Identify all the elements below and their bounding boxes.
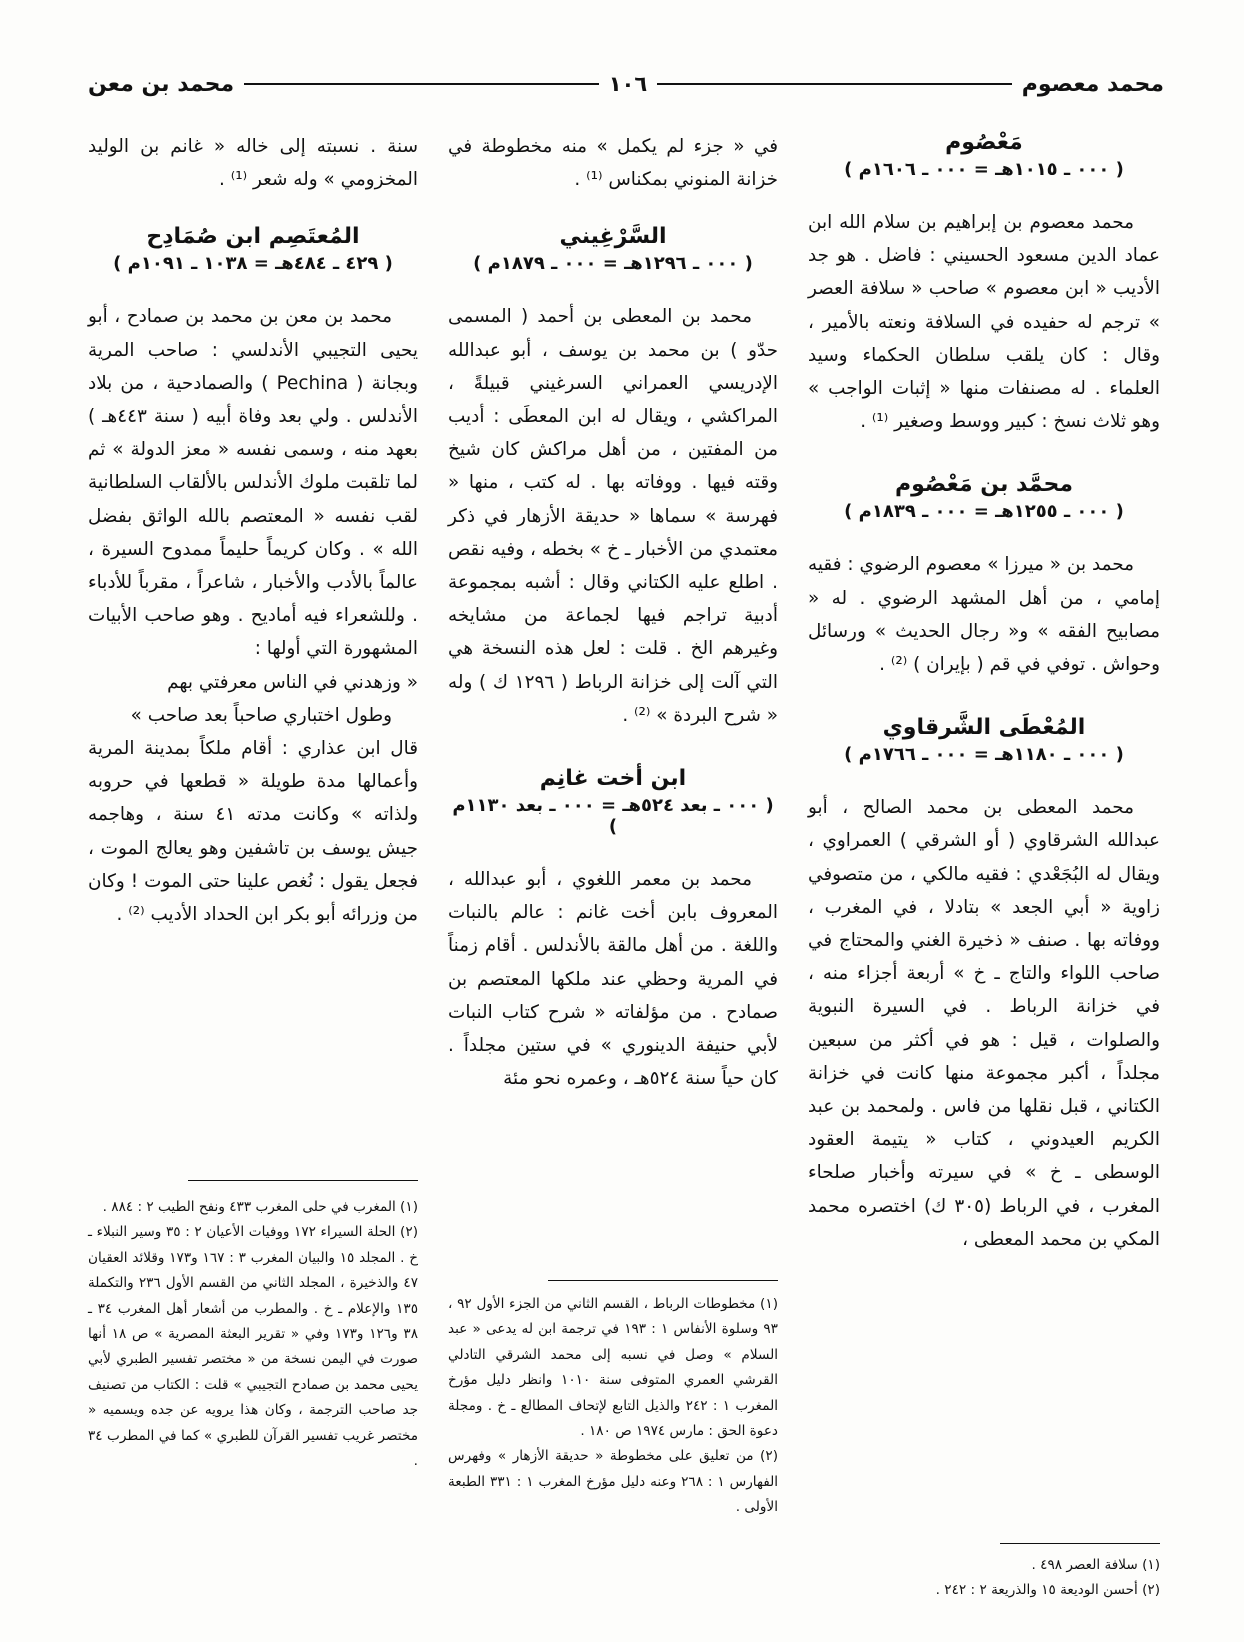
footnotes-middle xyxy=(448,1292,778,1521)
entry-body xyxy=(808,206,1160,438)
entry-paragraph: محمد المعطى بن محمد الصالح ، أبو عبدالله الشرقاوي ( أو الشرقي ) العمراوي ، ويقال له البُجَعْدي : فقيه مالكي ، من متصوفي زاوية « أبي الجعد » بتادلا ، في المغرب ، ووفاته بها . صنف « ذخيرة الغني والمحتاج في صاحب اللواء والتاج ـ خ » أربعة أجزاء منه ، في خزانة الرباط . في السيرة النبوية والصلوات ، قيل : هو في أكثر من سبعين مجلداً ، أكبر مجموعة منها كانت في خزانة الكتاني ، قبل نقلها من فاس . ولمحمد بن عبد الكريم العيدوني ، كتاب « يتيمة العقود الوسطى ـ خ » في سيرته وأخبار صلحاء المغرب ، في الرباط (٣٠٥ ك) اختصره محمد المكي بن محمد المعطى ، xyxy=(808,797,1160,1250)
entry-dates: ( ٠٠٠ ـ ١٢٥٥هـ = ٠٠٠ ـ ١٨٣٩م ) xyxy=(844,501,1124,523)
entry-dates: ( ٠٠٠ ـ ١٠١٥هـ = ٠٠٠ ـ ١٦٠٦م ) xyxy=(844,159,1124,180)
entry-paragraph: قال ابن عذاري : أقام ملكاً بمدينة المرية وأعمالها مدة طويلة « قطعها في حروبه ولذاته » وكانت مدته ٤١ سنة ، وهاجمه جيش يوسف بن تاشفين وهو يعالج الموت ، فجعل يقول : نُغص علينا حتى الموت ! وكان من وزرائه أبو بكر ابن الحداد الأديب ⁽²⁾ . xyxy=(88,738,419,926)
header-right-name: محمد معصوم xyxy=(1021,71,1164,97)
footnote: (٢) الحلة السيراء ١٧٢ ووفيات الأعيان ٢ : ٣٥ وسير النبلاء ـ خ . المجلد ١٥ والبيان المغرب ٣ : ١٦٧ و١٧٣ وقلائد العقيان ٤٧ والذخيرة ، المجلد الثاني من القسم الأول ٢٣٦ والتكملة ١٣٥ والإعلام ـ خ . والمطرب من أشعار أهل المغرب ٣٤ ـ ٣٨ و١٢٦ و١٧٣ وفي « تقرير البعثة المصرية » ص ١٨ أنها صورت في اليمن نسخة من « مختصر تفسير الطبري لأبي يحيى محمد بن صمادح التجيبي » قلت : الكتاب من تصنيف جد صاحب الترجمة ، وكان هذا يرويه عن جده ويسميه « مختصر غريب تفسير القرآن للطبري » كما في المطرب ٣٤ . xyxy=(88,1224,418,1470)
footnote: (١) سلافة العصر ٤٩٨ . xyxy=(1031,1557,1160,1573)
entry-dates: ( ٠٠٠ ـ بعد ٥٢٤هـ = ٠٠٠ ـ بعد ١١٣٠م ) xyxy=(452,795,774,838)
entry-title: المُعتَصِم ابن صُمَادِح xyxy=(146,224,360,250)
verse-line-2: وطول اختباري صاحباً بعد صاحب » xyxy=(130,704,392,726)
entry-dates: ( ٠٠٠ ـ ١٢٩٦هـ = ٠٠٠ ـ ١٨٧٩م ) xyxy=(473,253,753,275)
entry-title: المُعْطَى الشَّرقاوي xyxy=(882,715,1086,741)
entry-title: ابن أخت غانِم xyxy=(539,766,687,792)
entry-paragraph: محمد معصوم بن إبراهيم بن سلام الله ابن عماد الدين مسعود الحسيني : فاضل . هو جد الأديب « ابن معصوم » صاحب « سلافة العصر » ترجم له حفيده في السلافة ونعته بالأمير ، وقال : كان يلقب سلطان الحكماء وسيد العلماء . له مصنفات منها « إثبات الواجب » وهو ثلاث نسخ : كبير ووسط وصغير ⁽¹⁾ . xyxy=(808,212,1160,433)
entry-body xyxy=(448,300,778,732)
running-header xyxy=(88,62,1164,106)
verse-line-1: « وزهدني في الناس معرفتي بهم xyxy=(167,671,418,693)
entry-body xyxy=(448,863,778,1095)
footnote: (٢) أحسن الوديعة ١٥ والذريعة ٢ : ٢٤٢ . xyxy=(935,1582,1160,1599)
footnote-rule xyxy=(548,1280,778,1281)
column-left xyxy=(88,130,418,931)
entry-continuation: في « جزء لم يكمل » منه مخطوطة في خزانة المنوني بمكناس ⁽¹⁾ . xyxy=(448,136,778,191)
entry-paragraph: محمد بن معمر اللغوي ، أبو عبدالله ، المعروف بابن أخت غانم : عالم بالنبات واللغة . من أهل مالقة بالأندلس . أقام زمناً في المرية وحظي عند ملكها المعتصم بن صمادح . من مؤلفاته « شرح كتاب النبات لأبي حنيفة الدينوري » في ستين مجلداً . كان حياً سنة ٥٢٤هـ ، وعمره نحو مئة xyxy=(448,869,778,1090)
column-middle xyxy=(448,130,778,1095)
header-rule-right xyxy=(657,83,1012,85)
footnote: (١) المغرب في حلى المغرب ٤٣٣ ونفح الطيب ٢ : ٨٨٤ . xyxy=(102,1199,418,1215)
entry-paragraph: محمد بن معن بن محمد بن صمادح ، أبو يحيى التجيبي الأندلسي : صاحب المرية وبجانة ( Pechina ) والصمادحية ، من بلاد الأندلس . ولي بعد وفاة أبيه ( سنة ٤٤٣هـ ) بعهد منه ، وسمى نفسه « معز الدولة » ثم لما تلقبت ملوك الأندلس بالألقاب السلطانية لقب نفسه « المعتصم بالله الواثق بفضل الله » . وكان كريماً حليماً ممدوح السيرة ، عالماً بالأدب والأخبار ، شاعراً ، مقرباً للأدباء . وللشعراء فيه أماديح . وهو صاحب الأبيات المشهورة التي أولها : xyxy=(88,306,419,660)
entry-dates: ( ٠٠٠ ـ ١١٨٠هـ = ٠٠٠ ـ ١٧٦٦م ) xyxy=(844,744,1124,766)
entry-title: السَّرْغِيني xyxy=(559,224,667,250)
footnotes-left xyxy=(88,1195,418,1474)
entry-paragraph: محمد بن « ميرزا » معصوم الرضوي : فقيه إمامي ، من أهل المشهد الرضوي . له « مصابيح الفقه » و« رجال الحديث » ورسائل وحواش . توفي في قم ( بإيران ) ⁽²⁾ . xyxy=(808,554,1160,676)
entry-body xyxy=(88,300,418,931)
footnote: (١) مخطوطات الرباط ، القسم الثاني من الجزء الأول ٩٢ ، ٩٣ وسلوة الأنفاس ١ : ١٩٣ في ترجمة ابن له يدعى « عبد السلام » وصل في نسبه إلى محمد الشرقي التادلي القرشي العمري المتوفى سنة ١٠١٠ وانظر دليل مؤرخ المغرب ١ : ٢٤٢ والذيل التابع لإتحاف المطالع ـ خ . ومجلة دعوة الحق : مارس ١٩٧٤ ص ١٨٠ . xyxy=(448,1296,778,1440)
entry-continuation: سنة . نسبته إلى خاله « غانم بن الوليد المخزومي » وله شعر ⁽¹⁾ . xyxy=(88,136,418,191)
footnote-rule xyxy=(1000,1543,1160,1544)
entry-dates: ( ٤٢٩ ـ ٤٨٤هـ = ١٠٣٨ ـ ١٠٩١م ) xyxy=(113,253,393,275)
page-number: ١٠٦ xyxy=(608,72,648,96)
footnote: (٢) من تعليق على مخطوطة « حديقة الأزهار » وفهرس الفهارس ١ : ٢٦٨ وعنه دليل مؤرخ المغرب ١ : ٣٣١ الطبعة الأولى . xyxy=(448,1448,779,1516)
header-rule-left xyxy=(244,83,599,85)
header-left-name: محمد بن معن xyxy=(88,71,235,97)
footnotes-right xyxy=(830,1553,1160,1604)
entry-title: محمَّد بن مَعْصُوم xyxy=(895,472,1073,498)
entry-body xyxy=(808,548,1160,681)
footnote-rule xyxy=(188,1180,418,1181)
column-right xyxy=(808,130,1160,1256)
entry-paragraph: محمد بن المعطى بن أحمد ( المسمى حدّو ) بن محمد بن يوسف ، أبو عبدالله الإدريسي العمراني السرغيني قبيلةً ، المراكشي ، ويقال له ابن المعطَى : أديب من المفتين ، من أهل مراكش كان شيخ وقته فيها . ووفاته بها . له كتب ، منها « فهرسة » سماها « حديقة الأزهار في ذكر معتمدي من الأخبار ـ خ » بخطه ، وفيه نقص . اطلع عليه الكتاني وقال : أشبه بمجموعة أدبية تراجم فيها لجماعة من مشايخه وغيرهم الخ . قلت : لعل هذه النسخة هي التي آلت إلى خزانة الرباط ( ١٢٩٦ ك ) وله « شرح البردة » ⁽²⁾ . xyxy=(448,306,778,726)
entry-title: مَعْصُوم xyxy=(945,130,1023,155)
entry-body xyxy=(808,791,1160,1256)
